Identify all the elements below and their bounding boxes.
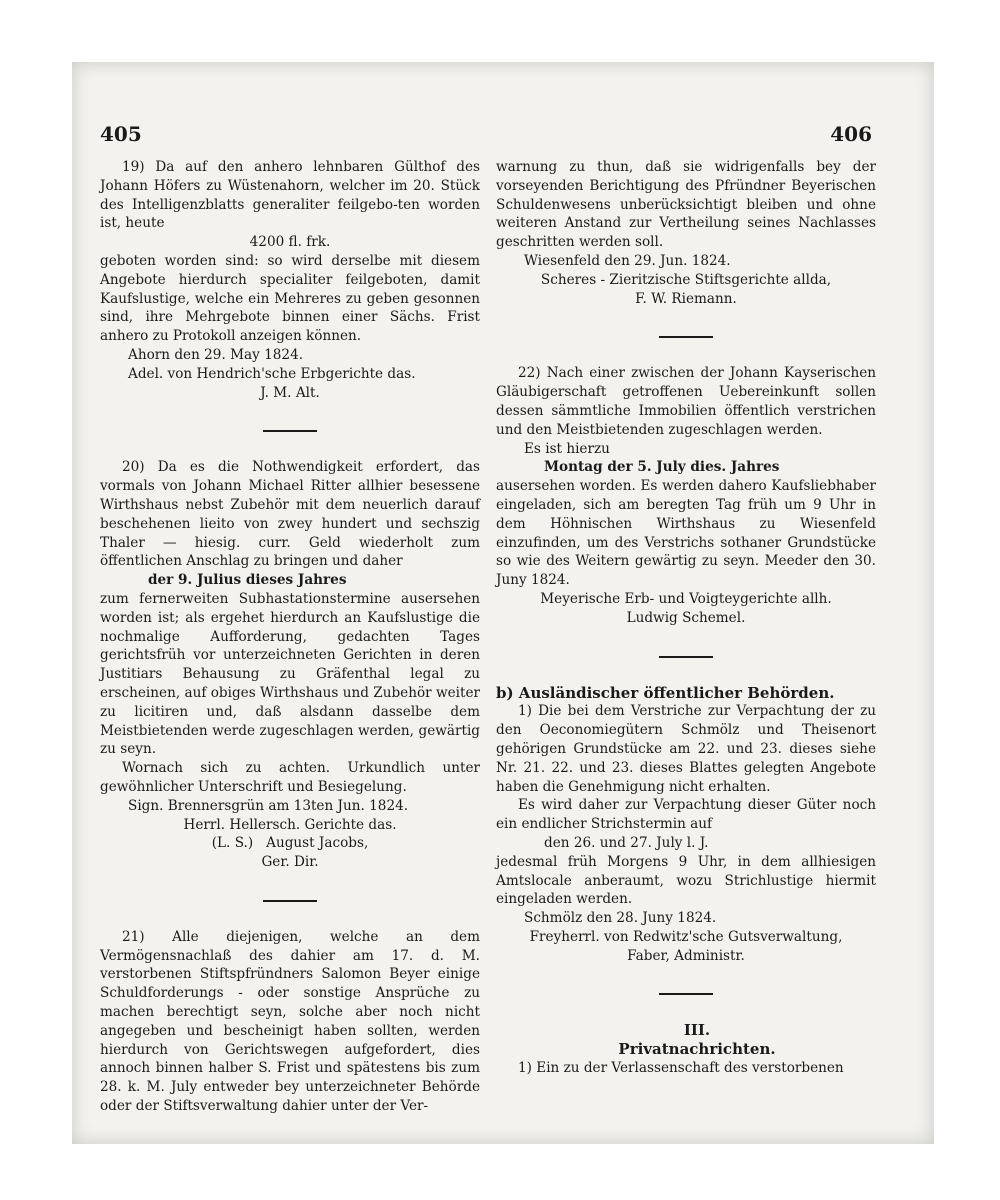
notice-22-date: Montag der 5. July dies. Jahres bbox=[544, 459, 780, 476]
notice-20-signature-line bbox=[100, 834, 480, 853]
notice-21-place-date: Wiesenfeld den 29. Jun. 1824. bbox=[524, 252, 731, 269]
notice-20-text-c: Wornach sich zu achten. Urkundlich unter gewöhnlicher Unterschrift und Besiegelung. bbox=[100, 760, 480, 795]
notice-20-text-a: 20) Da es die Nothwendigkeit erfordert, das vormals von Johann Michael Ritter allhier besessene Wirthshaus nebst Zubehör mit dem neuerlich darauf beschehenen lieito von zwey hundert und sechszig Thaler — hiesig. curr. Geld wiederholt zum öffentlichen Anschlag zu bringen und daher bbox=[100, 459, 480, 570]
separator-rule bbox=[659, 336, 713, 338]
page-number-right: 406 bbox=[830, 122, 872, 146]
notice-b1-text-b: Es wird daher zur Verpachtung dieser Güter noch ein endlicher Strichstermin auf bbox=[496, 797, 876, 833]
section-iii-number: III. bbox=[683, 1021, 711, 1040]
notice-b1-signer: Faber, Administr. bbox=[627, 947, 745, 964]
separator-rule bbox=[659, 656, 713, 658]
private-notice-1-text: 1) Ein zu der Verlassenschaft des verstorbenen bbox=[518, 1060, 844, 1077]
page-number-left: 405 bbox=[100, 122, 142, 146]
notice-20-court: Herrl. Hellersch. Gerichte das. bbox=[183, 816, 397, 833]
notice-20-place-date: Sign. Brennersgrün am 13ten Jun. 1824. bbox=[128, 797, 409, 814]
notice-22-court: Meyerische Erb- und Voigteygerichte allh. bbox=[540, 590, 832, 607]
notice-20-title: Ger. Dir. bbox=[261, 854, 319, 871]
notice-b1-date: den 26. und 27. July l. J. bbox=[544, 834, 709, 851]
notice-b1-text-a: 1) Die bei dem Verstriche zur Verpachtung der zu den Oeconomiegütern Schmölz und Theisenort gehörigen Grundstücke am 22. und 23. dieses siehe Nr. 21. 22. und 23. dieses Blattes gelegten Angebote haben die Genehmigung nicht erhalten. bbox=[496, 703, 876, 795]
notice-20-signer: August Jacobs, bbox=[266, 835, 369, 852]
notice-22-signer: Ludwig Schemel. bbox=[626, 609, 746, 626]
notice-b1-text-c: jedesmal früh Morgens 9 Uhr, in dem allhiesigen Amtslocale anberaumt, wozu Strichlustige hiermit eingeladen werden. bbox=[496, 853, 876, 908]
notice-b1-court: Freyherrl. von Redwitz'sche Gutsverwaltung, bbox=[529, 928, 843, 945]
separator-rule bbox=[659, 993, 713, 995]
right-column bbox=[496, 158, 876, 1078]
section-iii-title: Privatnachrichten. bbox=[618, 1040, 776, 1059]
separator-rule bbox=[263, 430, 317, 432]
notice-21-text: 21) Alle diejenigen, welche an dem Vermögensnachlaß des dahier am 17. d. M. verstorbenen Stiftspfründners Salomon Beyer einige Schuldforderungs - oder sonstige Ansprüche zu machen berechtigt seyn, solche aber noch nicht angegeben und bescheinigt haben sollten, werden hierdurch von Gerichtswegen aufgefordert, dies annoch binnen halber S. Frist und spätestens bis zum 28. k. M. July entweder bey unterzeichneter Behörde oder der Stiftsverwaltung dahier unter der Ver- bbox=[100, 928, 480, 1115]
notice-21-continued: warnung zu thun, daß sie widrigenfalls bey der vorseyenden Berichtigung des Pfründner Beyerischen Schuldenwesens unberücksichtigt bleiben und ohne weiteren Anstand zur Vertheilung seines Nachlasses geschritten werden soll. bbox=[496, 159, 876, 251]
notice-20-date: der 9. Julius dieses Jahres bbox=[148, 572, 347, 589]
notice-19-signer: J. M. Alt. bbox=[260, 384, 320, 401]
notice-21-court: Scheres - Zieritzische Stiftsgerichte allda, bbox=[540, 271, 832, 288]
notice-19-place-date: Ahorn den 29. May 1824. bbox=[128, 346, 304, 363]
seal-mark: (L. S.) bbox=[211, 835, 254, 852]
notice-21-signer: F. W. Riemann. bbox=[635, 290, 737, 307]
notice-22-text-b: Es ist hierzu bbox=[524, 440, 610, 457]
notice-19-text: 19) Da auf den anhero lehnbaren Gülthof des Johann Höfers zu Wüstenahorn, welcher im 20. Stück des Intelligenzblatts generaliter feilgebo-ten worden ist, heute bbox=[100, 159, 480, 232]
notice-19-amount: 4200 fl. frk. bbox=[249, 234, 331, 251]
notice-20-text-b: zum fernerweiten Subhastationstermine ausersehen worden ist; als ergehet hierdurch an Kaufslustige die nochmalige Aufforderung, gedachten Tages gerichtsfrüh vor unterzeichneten Gerichten in deren Justitiars Behausung zu Gräfenthal legal zu erscheinen, auf obiges Wirthshaus und Zubehör weiter zu licitiren und, daß alsdann dasselbe dem Meistbietenden werde zugeschlagen werden, gewärtig zu seyn. bbox=[100, 590, 480, 758]
separator-rule bbox=[263, 900, 317, 902]
left-column bbox=[100, 158, 480, 1116]
section-b-heading: b) Ausländischer öffentlicher Behörden. bbox=[496, 683, 835, 702]
notice-22-text-a: 22) Nach einer zwischen der Johann Kayserischen Gläubigerschaft getroffenen Uebereinkunft sollen dessen sämmtliche Immobilien öffentlich verstrichen und den Meistbietenden zugeschlagen werden. bbox=[496, 365, 876, 438]
notice-b1-place-date: Schmölz den 28. Juny 1824. bbox=[524, 910, 717, 927]
notice-19-court: Adel. von Hendrich'sche Erbgerichte das. bbox=[128, 365, 416, 382]
notice-22-text-c: ausersehen worden. Es werden dahero Kaufsliebhaber eingeladen, sich am beregten Tag früh um 9 Uhr in dem Höhnischen Wirthshaus zu Wiesenfeld einzufinden, um des Verstrichs sothaner Grundstücke so wie des Weitern gewärtig zu seyn. Meeder den 30. Juny 1824. bbox=[496, 478, 876, 589]
notice-19-rest: geboten worden sind: so wird derselbe mit diesem Angebote hierdurch specialiter feilgeboten, damit Kaufslustige, welche ein Mehreres zu geben gesonnen sind, ihre Mehrgebote binnen einer Sächs. Frist anhero zu Protokoll anzeigen können. bbox=[100, 252, 480, 345]
